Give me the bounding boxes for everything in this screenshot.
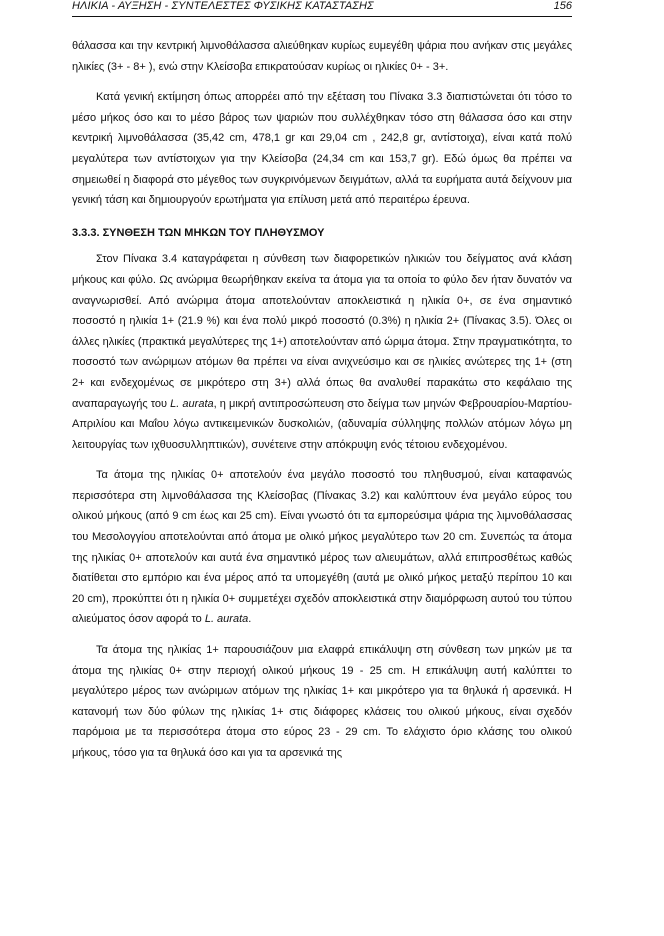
paragraph-text: Στον Πίνακα 3.4 καταγράφεται η σύνθεση των διαφορετικών ηλικιών του δείγματος ανά κλάση μήκους και φύλο. Ως ανώριμα θεωρήθηκαν εκείνα τα άτομα για τα οποία το φύλο δεν ήταν δυνατόν να αναγνωρισθεί. Από ανώριμα άτομα αποτελούνταν αποκλειστικά η ηλικία 0+, σε ένα σημαντικό ποσοστό η ηλικία 1+ (21.9 %) και ένα πολύ μικρό ποσοστό (0.3%) η ηλικία 2+ (Πίνακας 3.5). Όλες οι άλλες ηλικίες (πρακτικά μεγαλύτερες της 1+) αποτελούνταν από ώριμα άτομα. Στην πραγματικότητα, το ποσοστό των ανώριμων ατόμων θα πρέπει να είναι ανιχνεύσιμο και σε ηλικίες ανώτερες της 1+ (στη 2+ και ενδεχομένως σε μικρότερο στη 3+) αλλά όπως θα αναλυθεί παρακάτω στο κεφάλαιο της αναπαραγωγής του [72, 253, 572, 410]
paragraph-text: . [248, 613, 252, 626]
species-name: L. aurata [204, 613, 249, 626]
section-heading: 3.3.3. ΣΥΝΘΕΣΗ ΤΩΝ ΜΗΚΩΝ ΤΟΥ ΠΛΗΘΥΣΜΟΥ [72, 226, 325, 239]
paragraph-age-1 [72, 640, 572, 764]
page-number: 156 [553, 0, 572, 12]
paragraph-text: θάλασσα και την κεντρική λιμνοθάλασσα αλιεύθηκαν κυρίως ευμεγέθη ψάρια που ανήκαν στις μεγάλες ηλικίες (3+ - 8+ ), ενώ στην Κλείσοβα επικρατούσαν κυρίως οι ηλικίες 0+ - 3+. [72, 40, 572, 73]
paragraph-text: Κατά γενική εκτίμηση όπως απορρέει από την εξέταση του Πίνακα 3.3 διαπιστώνεται ότι τόσο το μέσο μήκος όσο και το μέσο βάρος των ψαριών που συλλέχθηκαν τόσο στη θάλασσα όσο και στην κεντρική λιμνοθάλασσα (35,42 cm, 478,1 gr και 29,04 cm , 242,8 gr, αντίστοιχα), είναι κατά πολύ μεγαλύτερα των αντίστοιχων για την Κλείσοβα (24,34 cm και 153,7 gr). Εδώ όμως θα πρέπει να σημειωθεί η διαφορά στο μέγεθος των συγκρινόμενων δειγμάτων, αλλά τα ευρήματα αυτά δείχνουν μια γενική τάση και δημιουργούν ερωτήματα για επίλυση μετά από περαιτέρω έρευνα. [72, 91, 572, 207]
paragraph-continuation [72, 36, 572, 77]
paragraph-text: , η μικρή αντιπροσώπευση στο δείγμα των μηνών Φεβρουαρίου-Μαρτίου-Απριλίου και Μαΐου λόγω αντικειμενικών δυσκολιών, (αδυναμία σύλληψης πολλών ατόμων λόγω μη λειτουργίας των ιχθυοσυλληπτικών), συνέτεινε στην απόκρυψη ενός τέτοιου ενδεχομένου. [72, 397, 573, 451]
paragraph-general-estimate [72, 87, 572, 211]
paragraph-table-3-4 [72, 249, 572, 455]
paragraph-age-0 [72, 465, 572, 630]
paragraph-text: Τα άτομα της ηλικίας 1+ παρουσιάζουν μια ελαφρά επικάλυψη στη σύνθεση των μηκών με τα άτομα της ηλικίας 0+ στην περιοχή ολικού μήκους 19 - 25 cm. Η επικάλυψη αυτή καλύπτει το μεγαλύτερο μέρος των ανώριμων ατόμων της ηλικίας 1+ και μικρότερο για τα θηλυκά ή αρσενικά. Η κατανομή των δύο φύλων της ηλικίας 1+ στις διάφορες κλάσεις του ολικού μήκους, είναι σχεδόν παρόμοια με τα περισσότερα άτομα στο εύρος 23 - 29 cm. Το ελάχιστο όριο κλάσης του ολικού μήκους, τόσο για τα θηλυκά όσο και για τα αρσενικά της [72, 644, 572, 759]
species-name: L. aurata [170, 397, 214, 410]
document-body [72, 36, 572, 774]
paragraph-text: Τα άτομα της ηλικίας 0+ αποτελούν ένα μεγάλο ποσοστό του πληθυσμού, είναι καταφανώς περισσότερα στη λιμνοθάλασσα της Κλείσοβας (Πίνακας 3.2) και καλύπτουν ένα μεγάλο εύρος του ολικού μήκους (από 9 cm έως και 25 cm). Είναι γνωστό ότι τα εμπορεύσιμα ψάρια της λιμνοθάλασσας του Μεσολογγίου αποτελούνται από άτομα με ολικό μήκος μεγαλύτερο των 20 cm. Συνεπώς τα άτομα της ηλικίας 0+ αποτελούν και αυτά ένα σημαντικό μέρος των αλιευμάτων, αλλά επιπροσθέτως καθώς διατίθεται στο εμπόριο και ένα μέρος από τα υπομεγέθη (αυτά με ολικό μήκος μεταξύ περίπου 10 και 20 cm), προκύπτει ότι η ηλικία 0+ συμμετέχει σχεδόν αποκλειστικά στην διαμόρφωση αυτού του τύπου αλιεύματος όσον αφορά το [72, 469, 572, 626]
running-header [72, 0, 572, 17]
header-title: ΗΛΙΚΙΑ - ΑΥΞΗΣΗ - ΣΥΝΤΕΛΕΣΤΕΣ ΦΥΣΙΚΗΣ ΚΑΤΑΣΤΑΣΗΣ [72, 0, 374, 12]
